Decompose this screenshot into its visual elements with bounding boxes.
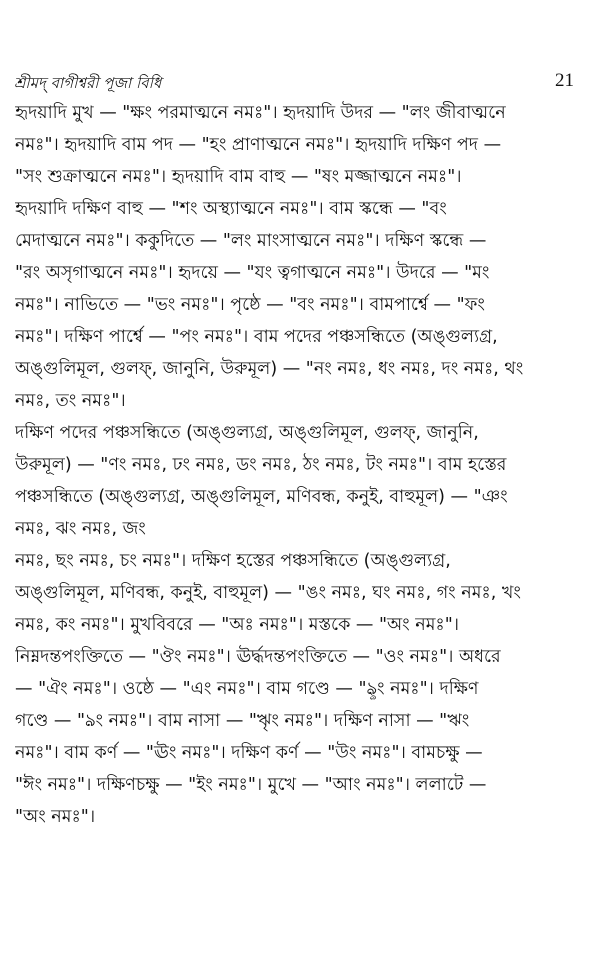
text-line: অঙ্গুলিমূল, গুলফ্, জানুনি, উরুমূল) — "নং নমঃ, ধং নমঃ, দং নমঃ, থং (15, 359, 524, 379)
text-line: নমঃ, ছং নমঃ, চং নমঃ"। দক্ষিণ হস্তের পঞ্চসন্ধিতে (অঙ্গুল্যগ্র, (15, 551, 451, 571)
text-line: হৃদয়াদি দক্ষিণ বাহু — "শং অস্থ্যাত্মনে নমঃ"। বাম স্কন্ধে — "বং (15, 199, 447, 219)
text-line: নমঃ"। দক্ষিণ পার্শ্বে — "পং নমঃ"। বাম পদের পঞ্চসন্ধিতে (অঙ্গুল্যগ্র, (15, 327, 498, 347)
text-line: "অং নমঃ"। (15, 807, 96, 827)
page-number: 21 (555, 70, 574, 91)
text-line: নমঃ"। বাম কর্ণ — "ঊং নমঃ"। দক্ষিণ কর্ণ — "উং নমঃ"। বামচক্ষু — (15, 743, 483, 763)
text-line: দক্ষিণ পদের পঞ্চসন্ধিতে (অঙ্গুল্যগ্র, অঙ্গুলিমূল, গুলফ্, জানুনি, (15, 423, 479, 443)
text-line: উরুমূল) — "ণং নমঃ, ঢং নমঃ, ডং নমঃ, ঠং নমঃ, টং নমঃ"। বাম হস্তের (15, 455, 507, 475)
running-head: শ্রীমদ্ বাগীশ্বরী পূজা বিধি (14, 74, 162, 92)
text-line: নমঃ, কং নমঃ"। মুখবিবরে — "অঃ নমঃ"। মস্তকে — "অং নমঃ"। (15, 615, 460, 635)
text-line: "ঈং নমঃ"। দক্ষিণচক্ষু — "ইং নমঃ"। মুখে — "আং নমঃ"। ললাটে — (15, 775, 487, 795)
text-line: নমঃ, তং নমঃ"। (15, 391, 126, 411)
text-line: নিম্নদন্তপংক্তিতে — "ঔং নমঃ"। ঊর্দ্ধদন্তপংক্তিতে — "ওং নমঃ"। অধরে (15, 647, 501, 667)
page-header (14, 72, 574, 96)
text-line: নমঃ, ঝং নমঃ, জং (15, 519, 146, 539)
text-line: মেদাত্মনে নমঃ"। ককুদিতে — "লং মাংসাত্মনে নমঃ"। দক্ষিণ স্কন্ধে — (15, 231, 487, 251)
text-line: — "ঐং নমঃ"। ওষ্ঠে — "এং নমঃ"। বাম গণ্ডে — "ৡং নমঃ"। দক্ষিণ (15, 679, 479, 699)
text-line: অঙ্গুলিমূল, মণিবন্ধ, কনুই, বাহুমূল) — "ঙং নমঃ, ঘং নমঃ, গং নমঃ, খং (15, 583, 521, 603)
text-line: গণ্ডে — "ঌং নমঃ"। বাম নাসা — "ৠং নমঃ"। দক্ষিণ নাসা — "ঋং (15, 711, 470, 731)
text-line: "রং অসৃগাত্মনে নমঃ"। হৃদয়ে — "যং ত্বগাত্মনে নমঃ"। উদরে — "মং (15, 263, 490, 283)
text-line: নমঃ"। নাভিতে — "ভং নমঃ"। পৃষ্ঠে — "বং নমঃ"। বামপার্শ্বে — "ফং (15, 295, 485, 315)
text-line: নমঃ"। হৃদয়াদি বাম পদ — "হং প্রাণাত্মনে নমঃ"। হৃদয়াদি দক্ষিণ পদ — (15, 135, 502, 155)
text-line: পঞ্চসন্ধিতে (অঙ্গুল্যগ্র, অঙ্গুলিমূল, মণিবন্ধ, কনুই, বাহুমূল) — "ঞং (15, 487, 508, 507)
text-line: হৃদয়াদি মুখ — "ক্ষং পরমাত্মনে নমঃ"। হৃদয়াদি উদর — "লং জীবাত্মনে (15, 103, 506, 123)
text-line: "সং শুক্রাত্মনে নমঃ"। হৃদয়াদি বাম বাহু — "ষং মজ্জাত্মনে নমঃ"। (15, 167, 462, 187)
